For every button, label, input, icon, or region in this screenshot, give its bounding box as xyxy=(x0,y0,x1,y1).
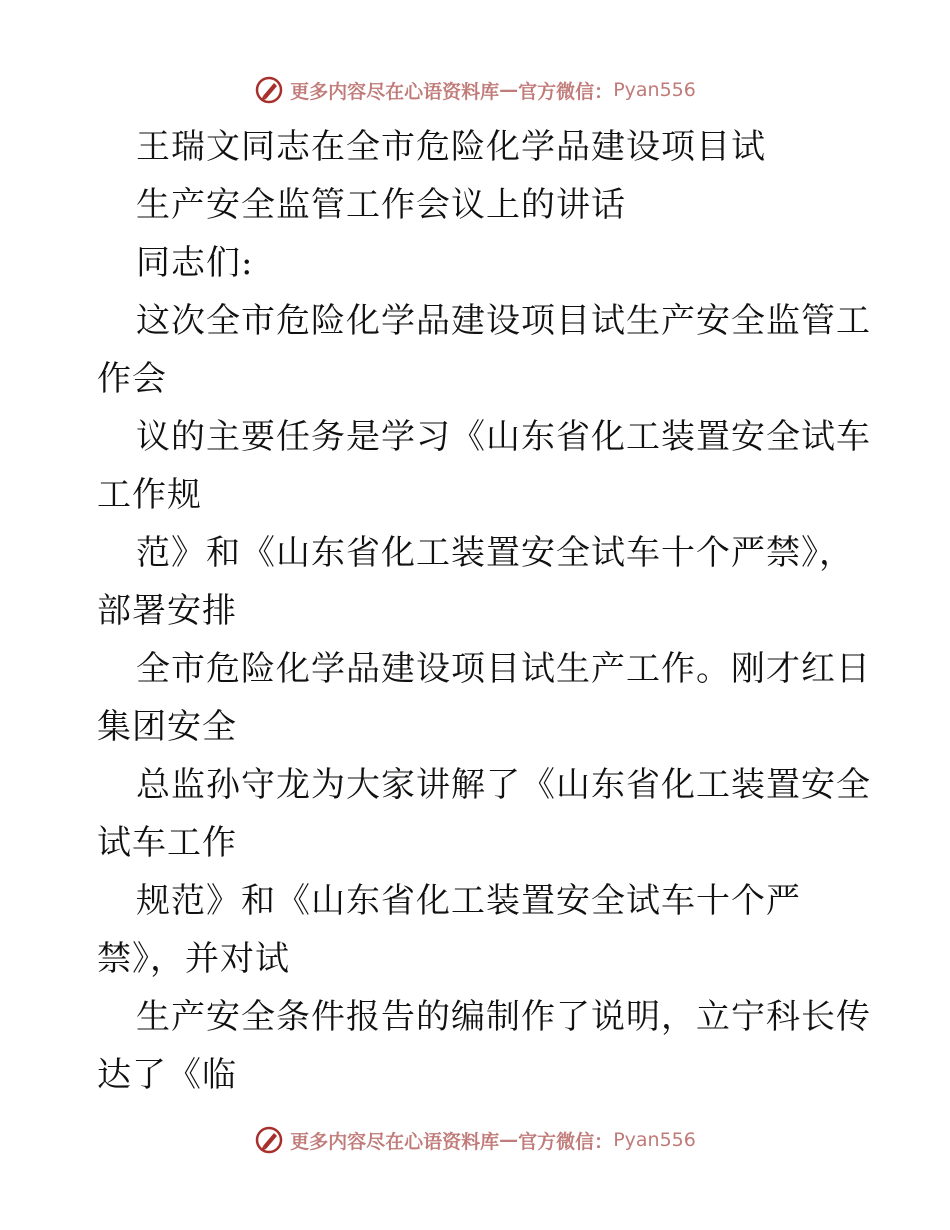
watermark-text: 更多内容尽在心语资料库 xyxy=(290,80,500,103)
salutation: 同志们: xyxy=(136,243,254,283)
title-line-2: 生产安全监管工作会议上的讲话 xyxy=(136,185,626,225)
body-line: 作会 xyxy=(97,359,167,399)
watermark-wechat-label: 官方微信： xyxy=(518,80,614,103)
watermark-wechat-id: Pyan556 xyxy=(613,79,696,101)
watermark-dash: — xyxy=(499,79,519,101)
body-line: 这次全市危险化学品建设项目试生产安全监管工 xyxy=(136,301,871,341)
watermark-wechat-label: 官方微信： xyxy=(518,1130,614,1153)
title-line-1: 王瑞文同志在全市危险化学品建设项目试 xyxy=(136,127,766,167)
body-line: 议的主要任务是学习《山东省化工装置安全试车 xyxy=(136,417,871,457)
body-line: 部署安排 xyxy=(97,591,237,631)
body-line: 达了《临 xyxy=(97,1055,237,1095)
watermark-banner-top xyxy=(0,70,950,110)
watermark-text: 更多内容尽在心语资料库 xyxy=(290,1130,500,1153)
watermark-dash: — xyxy=(499,1129,519,1151)
watermark-wechat-id: Pyan556 xyxy=(613,1129,696,1151)
body-line: 范》和《山东省化工装置安全试车十个严禁》， xyxy=(136,533,854,573)
body-line: 禁》，并对试 xyxy=(97,939,290,979)
body-line: 试车工作 xyxy=(97,823,237,863)
pen-logo-icon xyxy=(254,75,284,105)
body-line: 生产安全条件报告的编制作了说明，立宁科长传 xyxy=(136,997,871,1037)
body-line: 集团安全 xyxy=(97,707,237,747)
document-body xyxy=(0,118,950,1104)
body-line: 全市危险化学品建设项目试生产工作。刚才红日 xyxy=(136,649,871,689)
body-line: 总监孙守龙为大家讲解了《山东省化工装置安全 xyxy=(136,765,871,805)
pen-logo-icon xyxy=(254,1125,284,1155)
watermark-banner-bottom xyxy=(0,1120,950,1160)
body-line: 规范》和《山东省化工装置安全试车十个严 xyxy=(136,881,801,921)
body-line: 工作规 xyxy=(97,475,202,515)
